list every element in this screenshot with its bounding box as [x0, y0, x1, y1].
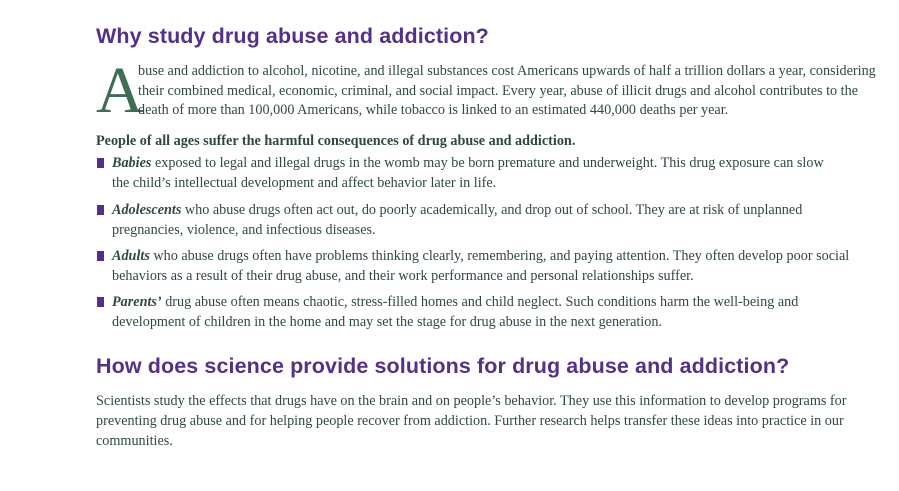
- section-heading-science-solutions: How does science provide solutions for drug abuse and addiction?: [96, 354, 790, 378]
- bullet-line: [112, 153, 887, 173]
- square-bullet-icon: [97, 158, 104, 168]
- bullet-line-2: the child’s intellectual development and affect behavior later in life.: [112, 175, 497, 191]
- square-bullet-icon: [97, 297, 104, 307]
- intro-text: [138, 62, 878, 121]
- bullet-text: [112, 292, 887, 332]
- intro-paragraph: [96, 54, 876, 127]
- drop-cap: A: [96, 54, 144, 127]
- subheading-all-ages: People of all ages suffer the harmful consequences of drug abuse and addiction.: [96, 133, 576, 149]
- bullet-term: Babies: [112, 155, 152, 171]
- closing-paragraph: [96, 391, 876, 451]
- bullet-rest: drug abuse often means chaotic, stress-filled homes and child neglect. Such conditions harm the well-being and: [161, 294, 799, 310]
- square-bullet-icon: [97, 205, 104, 215]
- intro-line: death of more than 100,000 Americans, while tobacco is linked to an estimated 440,000 deaths per year.: [138, 102, 729, 118]
- closing-line: Scientists study the effects that drugs have on the brain and on people’s behavior. They use this information to develop programs for: [96, 393, 847, 409]
- bullet-line-2: behaviors as a result of their drug abuse, and their work performance and personal relationships suffer.: [112, 268, 694, 284]
- square-bullet-icon: [97, 251, 104, 261]
- section-heading-why-study: Why study drug abuse and addiction?: [96, 24, 489, 48]
- bullet-rest: exposed to legal and illegal drugs in the womb may be born premature and underweight. This drug exposure can slow: [151, 155, 824, 171]
- bullet-text: [112, 200, 887, 240]
- bullet-term: Adolescents: [112, 202, 182, 218]
- bullet-rest: who abuse drugs often act out, do poorly academically, and drop out of school. They are at risk of unplanned: [181, 202, 803, 218]
- bullet-rest: who abuse drugs often have problems thinking clearly, remembering, and paying attention. They often develop poor social: [149, 248, 850, 264]
- bullet-text: [112, 246, 887, 286]
- closing-line: communities.: [96, 433, 173, 449]
- bullet-line-2: pregnancies, violence, and infectious diseases.: [112, 222, 376, 238]
- bullet-term: Parents’: [112, 294, 162, 310]
- bullet-line-2: development of children in the home and may set the stage for drug abuse in the next generation.: [112, 314, 662, 330]
- bullet-line: [112, 246, 887, 266]
- bullet-line: [112, 292, 887, 312]
- intro-line: buse and addiction to alcohol, nicotine, and illegal substances cost Americans upwards of half a trillion dollars a year, considering: [138, 63, 876, 79]
- bullet-text: [112, 153, 887, 193]
- bullet-term: Adults: [112, 248, 150, 264]
- closing-line: preventing drug abuse and for helping people recover from addiction. Further research helps transfer these ideas into practice in our: [96, 413, 844, 429]
- intro-line: their combined medical, economic, criminal, and social impact. Every year, abuse of illicit drugs and alcohol contributes to the: [138, 82, 859, 99]
- bullet-line: [112, 200, 887, 220]
